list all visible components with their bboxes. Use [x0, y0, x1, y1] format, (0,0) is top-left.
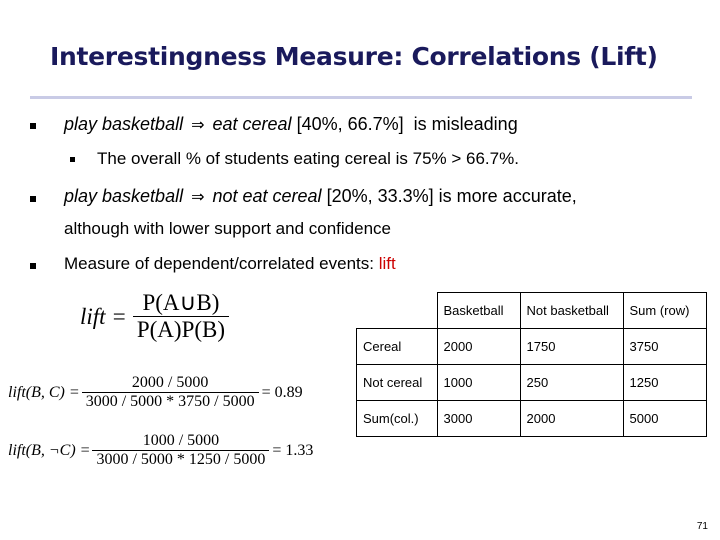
table-row	[357, 401, 707, 437]
table-cell: 1750	[520, 329, 623, 365]
formula-lhs: lift =	[80, 303, 127, 329]
contingency-table	[356, 292, 707, 437]
lift-example-1	[8, 374, 303, 411]
lift-formula	[80, 290, 229, 343]
bullet-2-continuation: although with lower support and confidence	[64, 219, 391, 238]
bullet-3-text: Measure of dependent/correlated events:	[64, 254, 374, 273]
example-2-result: = 1.33	[272, 441, 314, 459]
example-1-denominator: 3000 / 5000 * 3750 / 5000	[82, 392, 259, 411]
example-1-fraction	[82, 374, 259, 411]
sub-bullet-marker	[70, 157, 75, 162]
rule-tail: is misleading	[413, 114, 518, 134]
title-underline	[30, 96, 692, 99]
slide-title: Interestingness Measure: Correlations (Lift)	[50, 42, 658, 71]
page-number: 71	[696, 521, 708, 532]
table-corner-cell	[357, 293, 438, 329]
table-cell: 3750	[623, 329, 706, 365]
bullet-1-sub: The overall % of students eating cereal is 75% > 66.7%.	[97, 149, 519, 168]
example-1-result: = 0.89	[261, 383, 303, 401]
table-header-row	[357, 293, 707, 329]
table-row-label: Not cereal	[357, 365, 438, 401]
table-row	[357, 365, 707, 401]
bullet-marker	[30, 263, 36, 269]
table-row-label: Cereal	[357, 329, 438, 365]
rule-consequent: not eat cereal	[212, 186, 322, 206]
formula-numerator: P(A∪B)	[142, 290, 220, 315]
table-cell: 5000	[623, 401, 706, 437]
table-header-cell: Basketball	[437, 293, 520, 329]
bullet-1	[64, 114, 518, 135]
example-1-lhs: lift(B, C) =	[8, 383, 80, 401]
example-1-numerator: 2000 / 5000	[131, 374, 209, 391]
example-2-lhs: lift(B, ¬C) =	[8, 441, 91, 459]
table-cell: 2000	[437, 329, 520, 365]
rule-consequent: eat cereal	[212, 114, 292, 134]
table-row	[357, 329, 707, 365]
table-cell: 3000	[437, 401, 520, 437]
rule-values: [20%, 33.3%]	[326, 186, 434, 206]
table-cell: 1250	[623, 365, 706, 401]
table-cell: 250	[520, 365, 623, 401]
rule-values: [40%, 66.7%]	[296, 114, 404, 134]
rule-antecedent: play basketball	[64, 186, 184, 206]
example-2-numerator: 1000 / 5000	[142, 432, 220, 449]
example-2-denominator: 3000 / 5000 * 1250 / 5000	[92, 450, 269, 469]
formula-denominator: P(A)P(B)	[133, 316, 229, 343]
bullet-3	[64, 254, 396, 274]
table-row-label: Sum(col.)	[357, 401, 438, 437]
lift-example-2	[8, 432, 313, 469]
example-2-fraction	[92, 432, 269, 469]
rule-tail: is more accurate,	[438, 186, 577, 206]
rule-antecedent: play basketball	[64, 114, 184, 134]
table-header-cell: Not basketball	[520, 293, 623, 329]
lift-keyword: lift	[378, 254, 396, 273]
table-cell: 2000	[520, 401, 623, 437]
formula-fraction	[133, 290, 229, 343]
table-header-cell: Sum (row)	[623, 293, 706, 329]
implies-icon: ⇒	[191, 187, 205, 206]
implies-icon: ⇒	[191, 115, 205, 134]
table-cell: 1000	[437, 365, 520, 401]
bullet-marker	[30, 123, 36, 129]
bullet-marker	[30, 196, 36, 202]
bullet-2	[64, 186, 577, 207]
